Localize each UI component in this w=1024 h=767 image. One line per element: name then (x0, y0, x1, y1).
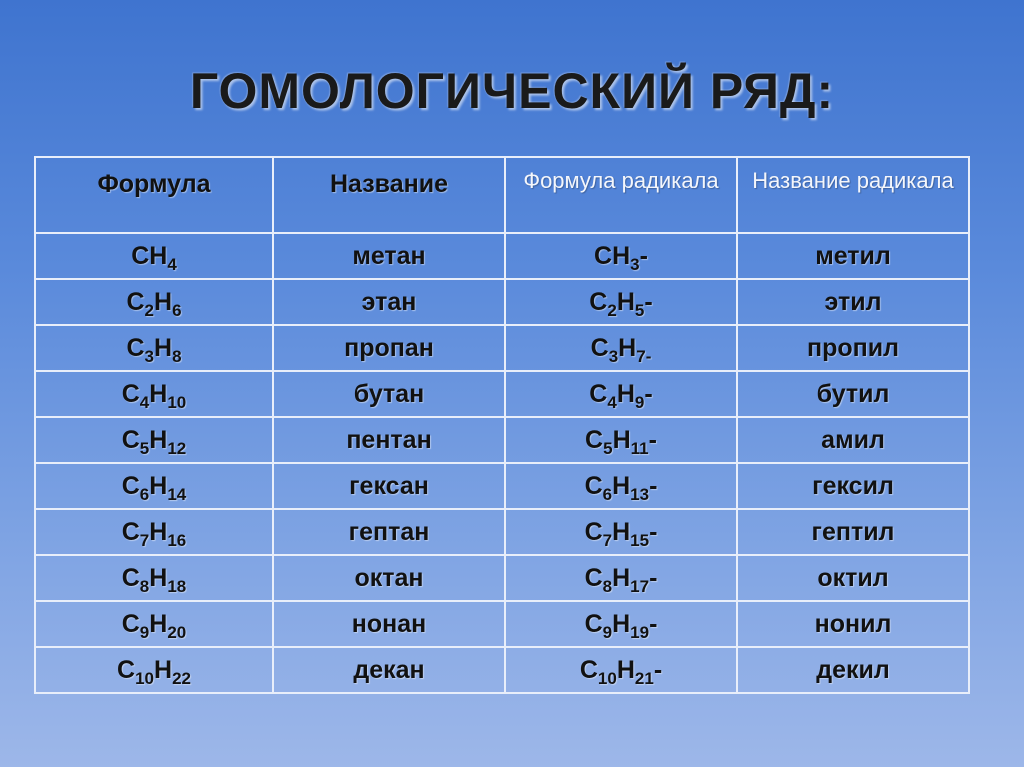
radical-name-cell: октил (737, 555, 969, 601)
name-cell: бутан (273, 371, 505, 417)
radical-bond: - (644, 379, 653, 408)
name-cell: метан (273, 233, 505, 279)
formula-cell (35, 417, 273, 463)
radical-bond: - (644, 287, 653, 316)
radical-formula-cell (505, 601, 737, 647)
element-symbol: H (149, 241, 168, 270)
name-cell: гептан (273, 509, 505, 555)
formula-cell (35, 233, 273, 279)
element-symbol: C (579, 655, 598, 684)
radical-bond: - (639, 241, 648, 270)
element-symbol: H (612, 471, 631, 500)
radical-name-cell: амил (737, 417, 969, 463)
element-symbol: C (126, 287, 145, 316)
subscript: 21 (634, 668, 654, 688)
radical-bond: - (649, 563, 658, 592)
homologous-series-table (34, 156, 970, 694)
subscript: 10 (135, 668, 154, 688)
subscript: 6 (172, 300, 182, 320)
element-symbol: C (121, 563, 140, 592)
element-symbol: H (149, 471, 168, 500)
subscript: 8 (602, 576, 613, 596)
element-symbol: C (121, 517, 140, 546)
subscript: 2 (607, 300, 617, 320)
subscript: 6 (139, 484, 150, 504)
subscript: 3 (608, 346, 619, 366)
element-symbol: C (117, 655, 136, 684)
subscript: 8 (139, 576, 150, 596)
radical-name-cell: бутил (737, 371, 969, 417)
radical-formula-cell (505, 647, 737, 693)
subscript: 11 (630, 438, 649, 458)
radical-formula-cell (505, 509, 737, 555)
formula-cell (35, 325, 273, 371)
element-symbol: H (149, 563, 168, 592)
radical-name-cell: гексил (737, 463, 969, 509)
element-symbol: H (616, 379, 635, 408)
element-symbol: H (612, 609, 631, 638)
table-row (35, 233, 969, 279)
subscript: 3 (630, 254, 640, 274)
subscript: 8 (172, 346, 182, 366)
subscript: 15 (630, 530, 650, 550)
header-radical-name: Название радикала (737, 157, 969, 233)
element-symbol: H (154, 287, 173, 316)
radical-formula-cell (505, 555, 737, 601)
element-symbol: C (584, 471, 603, 500)
radical-formula-cell (505, 371, 737, 417)
subscript: 18 (167, 576, 187, 596)
subscript: 3 (144, 346, 154, 366)
subscript: 16 (167, 530, 187, 550)
radical-formula-cell (505, 417, 737, 463)
subscript: 12 (167, 438, 187, 458)
radical-bond: - (653, 655, 663, 684)
name-cell: октан (273, 555, 505, 601)
header-row (35, 157, 969, 233)
subscript: 20 (167, 622, 187, 642)
subscript: 7 (139, 530, 150, 550)
element-symbol: C (594, 241, 613, 270)
formula-cell (35, 647, 273, 693)
formula-cell (35, 555, 273, 601)
table-row (35, 601, 969, 647)
formula-cell (35, 509, 273, 555)
header-formula: Формула (35, 157, 273, 233)
element-symbol: H (612, 241, 631, 270)
formula-cell (35, 601, 273, 647)
subscript: 2 (144, 300, 154, 320)
name-cell: этан (273, 279, 505, 325)
table-row (35, 371, 969, 417)
name-cell: декан (273, 647, 505, 693)
table-row (35, 463, 969, 509)
subscript: 5 (603, 438, 613, 458)
element-symbol: C (589, 379, 608, 408)
formula-cell (35, 463, 273, 509)
radical-formula-cell (505, 233, 737, 279)
slide-title: ГОМОЛОГИЧЕСКИЙ РЯД: (189, 63, 835, 119)
radical-name-cell: декил (737, 647, 969, 693)
radical-name-cell: этил (737, 279, 969, 325)
subscript: 17 (630, 576, 650, 596)
table-row (35, 509, 969, 555)
element-symbol: C (585, 425, 604, 454)
element-symbol: H (149, 379, 168, 408)
subscript: 5 (139, 438, 150, 458)
element-symbol: C (584, 609, 603, 638)
table-row (35, 647, 969, 693)
element-symbol: C (584, 563, 603, 592)
subscript: 13 (630, 484, 650, 504)
subscript: 9 (634, 392, 645, 412)
element-symbol: H (149, 517, 168, 546)
element-symbol: H (154, 333, 173, 362)
name-cell: гексан (273, 463, 505, 509)
name-cell: пентан (273, 417, 505, 463)
subscript: 10 (167, 392, 187, 412)
element-symbol: H (616, 655, 635, 684)
radical-bond: - (649, 471, 658, 500)
element-symbol: C (121, 425, 140, 454)
radical-formula-cell (505, 463, 737, 509)
radical-bond: - (649, 609, 658, 638)
element-symbol: C (121, 609, 140, 638)
header-name: Название (273, 157, 505, 233)
subscript: 14 (167, 484, 187, 504)
radical-name-cell: пропил (737, 325, 969, 371)
subscript: 9 (602, 622, 613, 642)
table-row (35, 555, 969, 601)
name-cell: пропан (273, 325, 505, 371)
element-symbol: H (612, 425, 631, 454)
radical-formula-cell (505, 325, 737, 371)
subscript: 9 (139, 622, 150, 642)
element-symbol: C (121, 471, 140, 500)
formula-cell (35, 371, 273, 417)
name-cell: нонан (273, 601, 505, 647)
radical-formula-cell (505, 279, 737, 325)
element-symbol: H (149, 609, 168, 638)
header-radical-formula: Формула радикала (505, 157, 737, 233)
element-symbol: C (589, 287, 608, 316)
element-symbol: C (131, 241, 150, 270)
subscript: 7 (602, 530, 613, 550)
subscript: 4 (139, 392, 150, 412)
radical-name-cell: нонил (737, 601, 969, 647)
element-symbol: H (149, 425, 168, 454)
element-symbol: H (612, 563, 631, 592)
element-symbol: C (590, 333, 609, 362)
subscript: 4 (167, 254, 177, 274)
subscript: 19 (630, 622, 650, 642)
table-row (35, 417, 969, 463)
table-row (35, 279, 969, 325)
element-symbol: C (121, 379, 140, 408)
radical-name-cell: метил (737, 233, 969, 279)
radical-bond: - (649, 517, 658, 546)
radical-name-cell: гептил (737, 509, 969, 555)
subscript: 6 (602, 484, 613, 504)
subscript: 22 (172, 668, 191, 688)
subscript: 7- (636, 346, 652, 366)
element-symbol: C (126, 333, 145, 362)
formula-cell (35, 279, 273, 325)
subscript: 5 (634, 300, 645, 320)
element-symbol: H (618, 333, 637, 362)
radical-bond: - (648, 425, 657, 454)
subscript: 4 (607, 392, 617, 412)
element-symbol: C (584, 517, 603, 546)
element-symbol: H (154, 655, 173, 684)
element-symbol: H (616, 287, 635, 316)
element-symbol: H (612, 517, 631, 546)
subscript: 10 (597, 668, 617, 688)
table-row (35, 325, 969, 371)
